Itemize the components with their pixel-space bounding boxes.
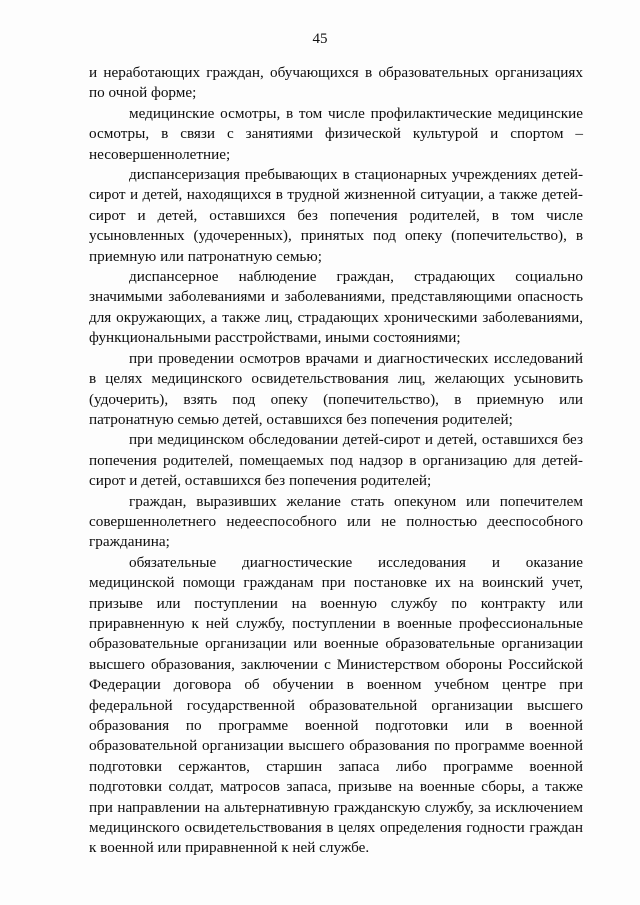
document-body <box>89 63 583 859</box>
paragraph-4: диспансерное наблюдение граждан, страдающих социально значимыми заболеваниями и заболеваниями, представляющими опасность для окружающих, а также лиц, страдающих хроническими заболеваниями, функциональными расстройствами, иными состояниями; <box>89 268 583 347</box>
paragraph-2: медицинские осмотры, в том числе профилактические медицинские осмотры, в связи с занятиями физической культурой и спортом – несовершеннолетние; <box>89 104 583 163</box>
paragraph-6: при медицинском обследовании детей-сирот и детей, оставшихся без попечения родителей, помещаемых под надзор в организацию для детей-сирот и детей, оставшихся без попечения родителей; <box>89 431 583 490</box>
paragraph-8: обязательные диагностические исследования и оказание медицинской помощи гражданам при постановке их на воинский учет, призыве или поступлении на военную службу по контракту или приравненную к ней службу, поступлении в военные профессиональные образовательные организации или военные образовательные организации высшего образования, заключении с Министерством обороны Российской Федерации договора об обучении в военном учебном центре при федеральной государственной образовательной организации высшего образования по программе военной подготовки или в военной образовательной организации высшего образования по программе военной подготовки сержантов, старшин запаса либо программе военной подготовки солдат, матросов запаса, призыве на военные сборы, а также при направлении на альтернативную гражданскую службу, за исключением медицинского освидетельствования в целях определения годности граждан к военной или приравненной к ней службе. <box>89 553 583 857</box>
paragraph-3: диспансеризация пребывающих в стационарных учреждениях детей-сирот и детей, находящихся в трудной жизненной ситуации, а также детей-сирот и детей, оставшихся без попечения родителей, в том числе усыновленных (удочеренных), принятых под опеку (попечительство), в приемную или патронатную семью; <box>89 166 583 265</box>
paragraph-7: граждан, выразивших желание стать опекуном или попечителем совершеннолетнего недееспособного или не полностью дееспособного гражданина; <box>89 492 583 551</box>
page-number: 45 <box>312 31 328 47</box>
paragraph-5: при проведении осмотров врачами и диагностических исследований в целях медицинского освидетельствования лиц, желающих усыновить (удочерить), взять под опеку (попечительство), в приемную или патронатную семью детей, оставшихся без попечения родителей; <box>89 349 583 428</box>
paragraph-1: и неработающих граждан, обучающихся в образовательных организациях по очной форме; <box>89 64 583 102</box>
